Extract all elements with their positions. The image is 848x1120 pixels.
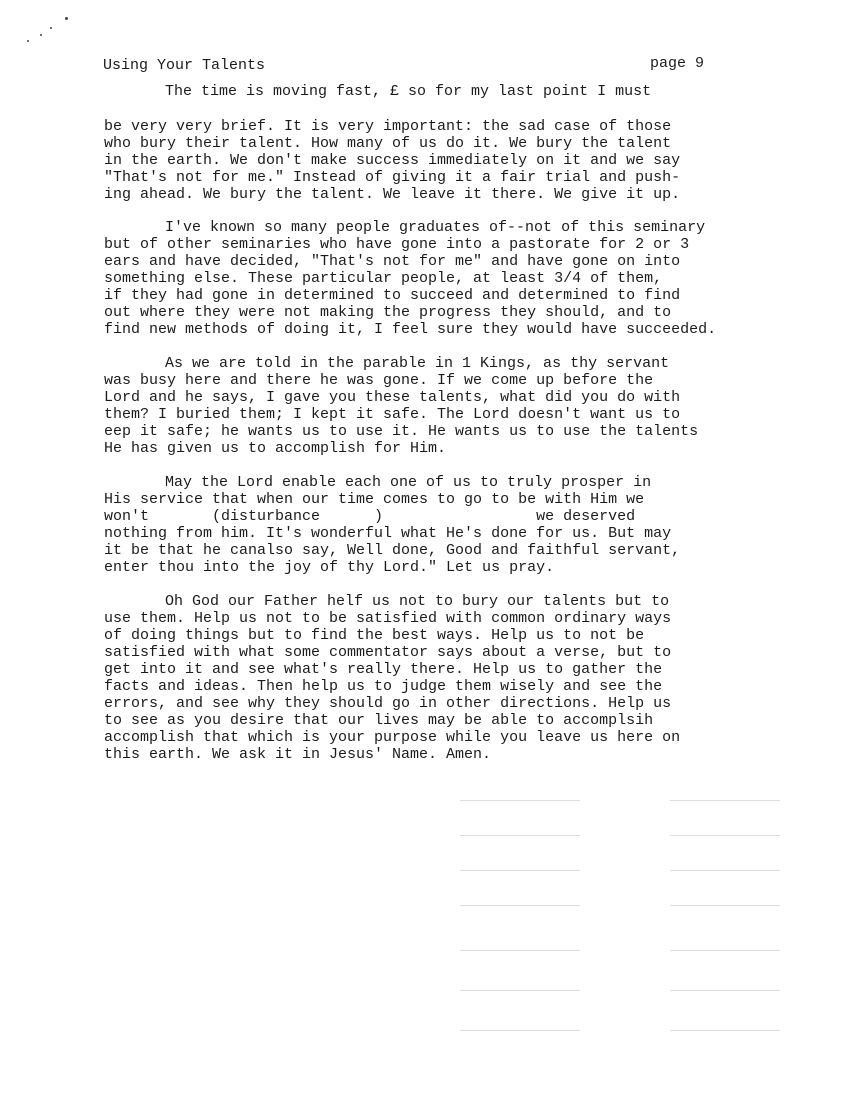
text-line: won't (disturbance ) we deserved: [104, 508, 636, 525]
text-line: nothing from him. It's wonderful what He's done for us. But may: [104, 525, 672, 542]
text-line: May the Lord enable each one of us to truly prosper in: [165, 474, 652, 491]
text-line: in the earth. We don't make success immediately on it and we say: [104, 152, 681, 169]
document-title: Using Your Talents: [103, 57, 266, 74]
text-line: get into it and see what's really there. Help us to gather the: [104, 661, 663, 678]
ink-speck: [27, 40, 29, 42]
text-line: who bury their talent. How many of us do it. We bury the talent: [104, 135, 672, 152]
text-line: something else. These particular people, at least 3/4 of them,: [104, 270, 663, 287]
text-line: I've known so many people graduates of--not of this seminary: [165, 219, 706, 236]
text-line: ears and have decided, "That's not for me" and have gone on into: [104, 253, 681, 270]
show-through-line: [670, 870, 780, 871]
text-line: it be that he canalso say, Well done, Good and faithful servant,: [104, 542, 681, 559]
text-line: His service that when our time comes to go to be with Him we: [104, 491, 645, 508]
show-through-line: [670, 835, 780, 836]
text-line: eep it safe; he wants us to use it. He wants us to use the talents: [104, 423, 699, 440]
show-through-line: [460, 990, 580, 991]
text-line: Oh God our Father helf us not to bury our talents but to: [165, 593, 670, 610]
ink-speck: [65, 17, 68, 20]
text-line: facts and ideas. Then help us to judge them wisely and see the: [104, 678, 663, 695]
text-line: find new methods of doing it, I feel sure they would have succeeded.: [104, 321, 717, 338]
text-line: "That's not for me." Instead of giving it a fair trial and push-: [104, 169, 681, 186]
show-through-line: [460, 950, 580, 951]
show-through-line: [460, 870, 580, 871]
show-through-line: [670, 990, 780, 991]
text-line: if they had gone in determined to succeed and determined to find: [104, 287, 681, 304]
text-line: The time is moving fast, £ so for my last point I must: [165, 83, 652, 100]
text-line: this earth. We ask it in Jesus' Name. Amen.: [104, 746, 492, 763]
page-number: page 9: [650, 55, 705, 72]
show-through-line: [670, 800, 780, 801]
text-line: As we are told in the parable in 1 Kings, as thy servant: [165, 355, 670, 372]
text-line: errors, and see why they should go in other directions. Help us: [104, 695, 672, 712]
show-through-line: [670, 905, 780, 906]
text-line: them? I buried them; I kept it safe. The Lord doesn't want us to: [104, 406, 681, 423]
text-line: be very very brief. It is very important: the sad case of those: [104, 118, 672, 135]
show-through-line: [460, 835, 580, 836]
show-through-line: [670, 1030, 780, 1031]
show-through-line: [460, 800, 580, 801]
text-line: to see as you desire that our lives may be able to accomplsih: [104, 712, 654, 729]
text-line: He has given us to accomplish for Him.: [104, 440, 447, 457]
text-line: Lord and he says, I gave you these talents, what did you do with: [104, 389, 681, 406]
text-line: enter thou into the joy of thy Lord." Let us pray.: [104, 559, 555, 576]
text-line: use them. Help us not to be satisfied with common ordinary ways: [104, 610, 672, 627]
show-through-line: [460, 905, 580, 906]
text-line: of doing things but to find the best ways. Help us to not be: [104, 627, 645, 644]
ink-speck: [50, 27, 52, 29]
text-line: was busy here and there he was gone. If we come up before the: [104, 372, 654, 389]
text-line: accomplish that which is your purpose while you leave us here on: [104, 729, 681, 746]
text-line: satisfied with what some commentator says about a verse, but to: [104, 644, 672, 661]
ink-speck: [40, 34, 42, 36]
text-line: but of other seminaries who have gone into a pastorate for 2 or 3: [104, 236, 690, 253]
show-through-line: [460, 1030, 580, 1031]
text-line: ing ahead. We bury the talent. We leave it there. We give it up.: [104, 186, 681, 203]
show-through-line: [670, 950, 780, 951]
text-line: out where they were not making the progress they should, and to: [104, 304, 672, 321]
